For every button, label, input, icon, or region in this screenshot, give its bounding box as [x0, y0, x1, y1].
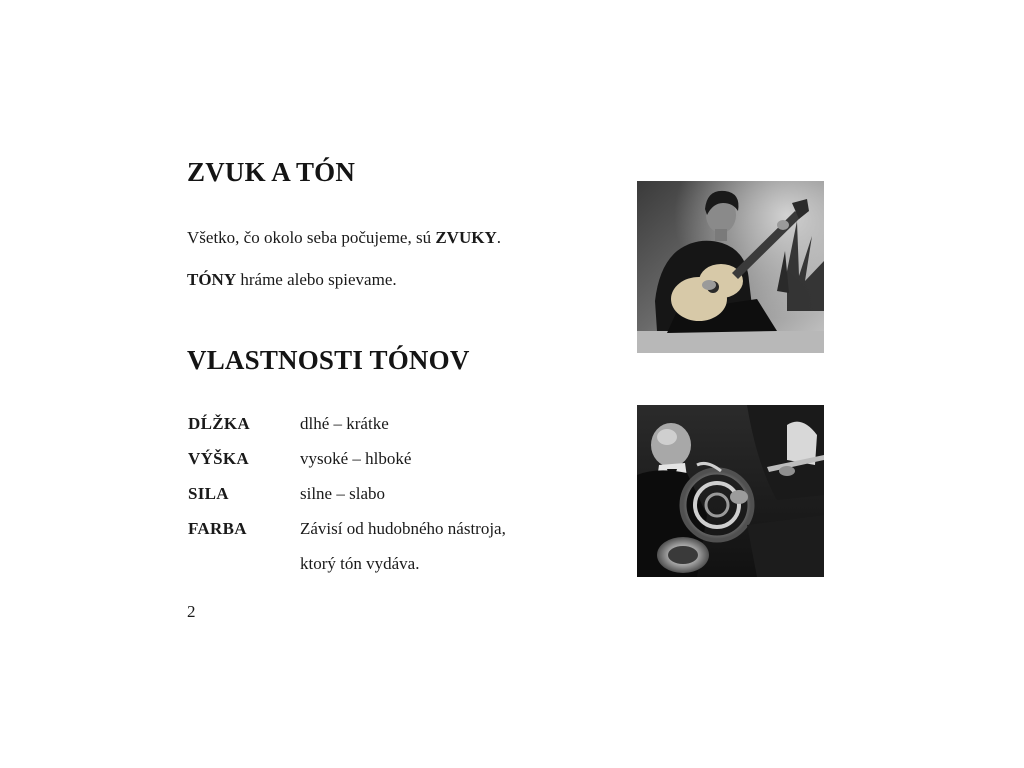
property-term: SILA — [188, 484, 229, 503]
property-row — [187, 414, 607, 449]
property-description: Závisí od hudobného nástroja, — [300, 519, 506, 538]
property-row — [187, 554, 607, 589]
property-row — [187, 484, 607, 519]
term-sounds: ZVUKY — [435, 228, 497, 247]
guitarist-illustration — [637, 181, 824, 353]
term-tones: TÓNY — [187, 270, 237, 289]
paragraph-tones-text: hráme alebo spievame. — [236, 270, 397, 289]
property-term: DĹŽKA — [188, 414, 250, 433]
paragraph-sounds-end: . — [496, 228, 501, 247]
property-description: ktorý tón vydáva. — [300, 554, 420, 573]
property-row — [187, 519, 607, 554]
paragraph-tones — [187, 270, 397, 290]
property-description: dlhé – krátke — [300, 414, 389, 433]
page-number: 2 — [187, 602, 196, 621]
paragraph-sounds — [187, 228, 501, 248]
section-title-tone-properties: VLASTNOSTI TÓNOV — [187, 345, 470, 375]
horn-player-photo — [637, 405, 824, 577]
property-description: silne – slabo — [300, 484, 385, 503]
property-term: VÝŠKA — [188, 449, 250, 468]
horn-player-illustration — [637, 405, 824, 577]
property-term: FARBA — [188, 519, 247, 538]
property-description: vysoké – hlboké — [300, 449, 412, 468]
guitarist-photo — [637, 181, 824, 353]
property-row — [187, 449, 607, 484]
section-title-sound-and-tone: ZVUK A TÓN — [187, 157, 356, 187]
tone-properties-list — [187, 414, 607, 589]
paragraph-sounds-text: Všetko, čo okolo seba počujeme, sú — [187, 228, 436, 247]
